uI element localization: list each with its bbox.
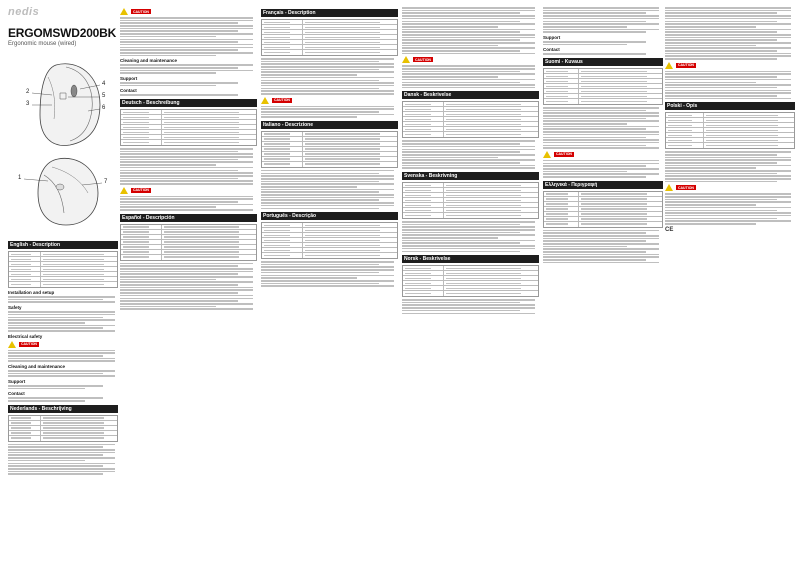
warning-block — [120, 8, 257, 15]
body-text — [8, 444, 118, 475]
body-text — [8, 296, 118, 303]
section-title: Ελληνικά - Περιγραφή — [543, 181, 663, 189]
parts-table — [665, 112, 795, 149]
warning-block — [665, 184, 795, 191]
body-text — [665, 7, 795, 60]
body-text — [543, 41, 663, 45]
body-text — [402, 140, 539, 168]
body-text — [402, 7, 539, 54]
parts-table — [543, 191, 663, 228]
heading-installation: Installation and setup — [8, 290, 55, 295]
column-5 — [543, 6, 663, 562]
body-text — [665, 71, 795, 99]
heading-contact: Contact — [543, 47, 560, 53]
parts-table — [402, 182, 539, 219]
callout-2: 2 — [26, 89, 30, 95]
body-text — [543, 160, 663, 178]
section-title: Français - Description — [261, 9, 398, 17]
brand-logo: nedis — [8, 6, 40, 18]
body-text — [8, 385, 118, 389]
parts-table — [8, 415, 118, 442]
heading-safety: Safety — [8, 305, 22, 311]
callout-4: 4 — [102, 81, 106, 87]
section-title: Español - Descripción — [120, 214, 257, 222]
body-text — [120, 94, 257, 96]
parts-table — [120, 109, 257, 146]
warning-block — [8, 341, 118, 348]
callout-1: 1 — [18, 175, 22, 181]
section-title: Nederlands - Beschrijving — [8, 405, 118, 413]
body-text — [261, 106, 398, 118]
warning-triangle-icon — [120, 8, 128, 15]
body-text — [120, 17, 257, 56]
body-text — [120, 64, 257, 74]
parts-table — [261, 222, 398, 259]
warning-triangle-icon — [543, 151, 551, 158]
ce-mark: CE — [665, 226, 674, 233]
body-text — [665, 193, 795, 224]
column-1 — [8, 6, 118, 562]
body-text — [543, 7, 663, 33]
callout-5: 5 — [102, 93, 106, 99]
heading-contact: Contact — [8, 391, 25, 397]
body-text — [8, 311, 118, 331]
caution-label: CAUTION — [133, 9, 149, 14]
product-subtitle: Ergonomic mouse (wired) — [8, 41, 77, 47]
body-text — [120, 196, 257, 211]
section-title: Português - Descrição — [261, 212, 398, 220]
body-text — [543, 107, 663, 149]
model-number: ERGOMSWD200BK — [8, 26, 117, 40]
body-text — [120, 82, 257, 86]
callout-3: 3 — [26, 101, 30, 107]
section-title: Deutsch - Beschreibung — [120, 99, 257, 107]
heading-support: Support — [120, 75, 138, 81]
body-text — [120, 148, 257, 185]
body-text — [120, 263, 257, 310]
section-title: Polski - Opis — [665, 102, 795, 110]
body-text — [8, 350, 118, 362]
warning-triangle-icon — [120, 187, 128, 194]
section-title: Svenska - Beskrivning — [402, 172, 539, 180]
body-text — [402, 221, 539, 252]
body-text — [261, 58, 398, 95]
warning-block — [543, 151, 663, 158]
warning-block — [120, 187, 257, 194]
heading-cleaning: Cleaning and maintenance — [120, 58, 178, 64]
body-text — [8, 370, 118, 377]
parts-table — [8, 251, 118, 288]
section-title: English - Description — [8, 241, 118, 249]
parts-table — [543, 68, 663, 105]
heading-cleaning: Cleaning and maintenance — [8, 363, 66, 369]
callout-6: 6 — [102, 105, 106, 111]
section-title: Norsk - Beskrivelse — [402, 255, 539, 263]
warning-triangle-icon — [402, 56, 410, 63]
parts-table — [261, 19, 398, 56]
caution-label: CAUTION — [274, 98, 290, 103]
warning-triangle-icon — [261, 97, 269, 104]
column-2 — [120, 6, 257, 562]
heading-support: Support — [543, 34, 561, 40]
body-text — [665, 151, 795, 182]
warning-triangle-icon — [665, 184, 673, 191]
heading-electrical: Electrical safety — [8, 333, 43, 339]
body-text — [543, 230, 663, 264]
parts-table — [402, 101, 539, 138]
body-text — [402, 65, 539, 88]
parts-table — [261, 131, 398, 168]
warning-triangle-icon — [665, 62, 673, 69]
column-6 — [665, 6, 795, 562]
caution-label: CAUTION — [678, 185, 694, 190]
body-text — [8, 397, 118, 401]
caution-label: CAUTION — [133, 188, 149, 193]
warning-triangle-icon — [8, 341, 16, 348]
parts-table — [402, 265, 539, 297]
body-text — [543, 53, 663, 55]
section-title: Suomi - Kuvaus — [543, 58, 663, 66]
warning-block — [402, 56, 539, 63]
section-title: Dansk - Beskrivelse — [402, 91, 539, 99]
body-text — [261, 261, 398, 287]
caution-label: CAUTION — [678, 63, 694, 68]
product-illustration — [8, 53, 118, 238]
warning-block — [261, 97, 398, 104]
section-title: Italiano - Descrizione — [261, 121, 398, 129]
body-text — [402, 299, 539, 314]
caution-label: CAUTION — [415, 57, 431, 62]
heading-contact: Contact — [120, 88, 137, 94]
parts-table — [120, 224, 257, 261]
callout-7: 7 — [104, 179, 108, 185]
body-text — [261, 170, 398, 209]
column-4 — [402, 6, 539, 562]
caution-label: CAUTION — [556, 152, 572, 157]
warning-block — [665, 62, 795, 69]
heading-support: Support — [8, 378, 26, 384]
column-3 — [261, 6, 398, 562]
caution-label: CAUTION — [21, 342, 37, 347]
